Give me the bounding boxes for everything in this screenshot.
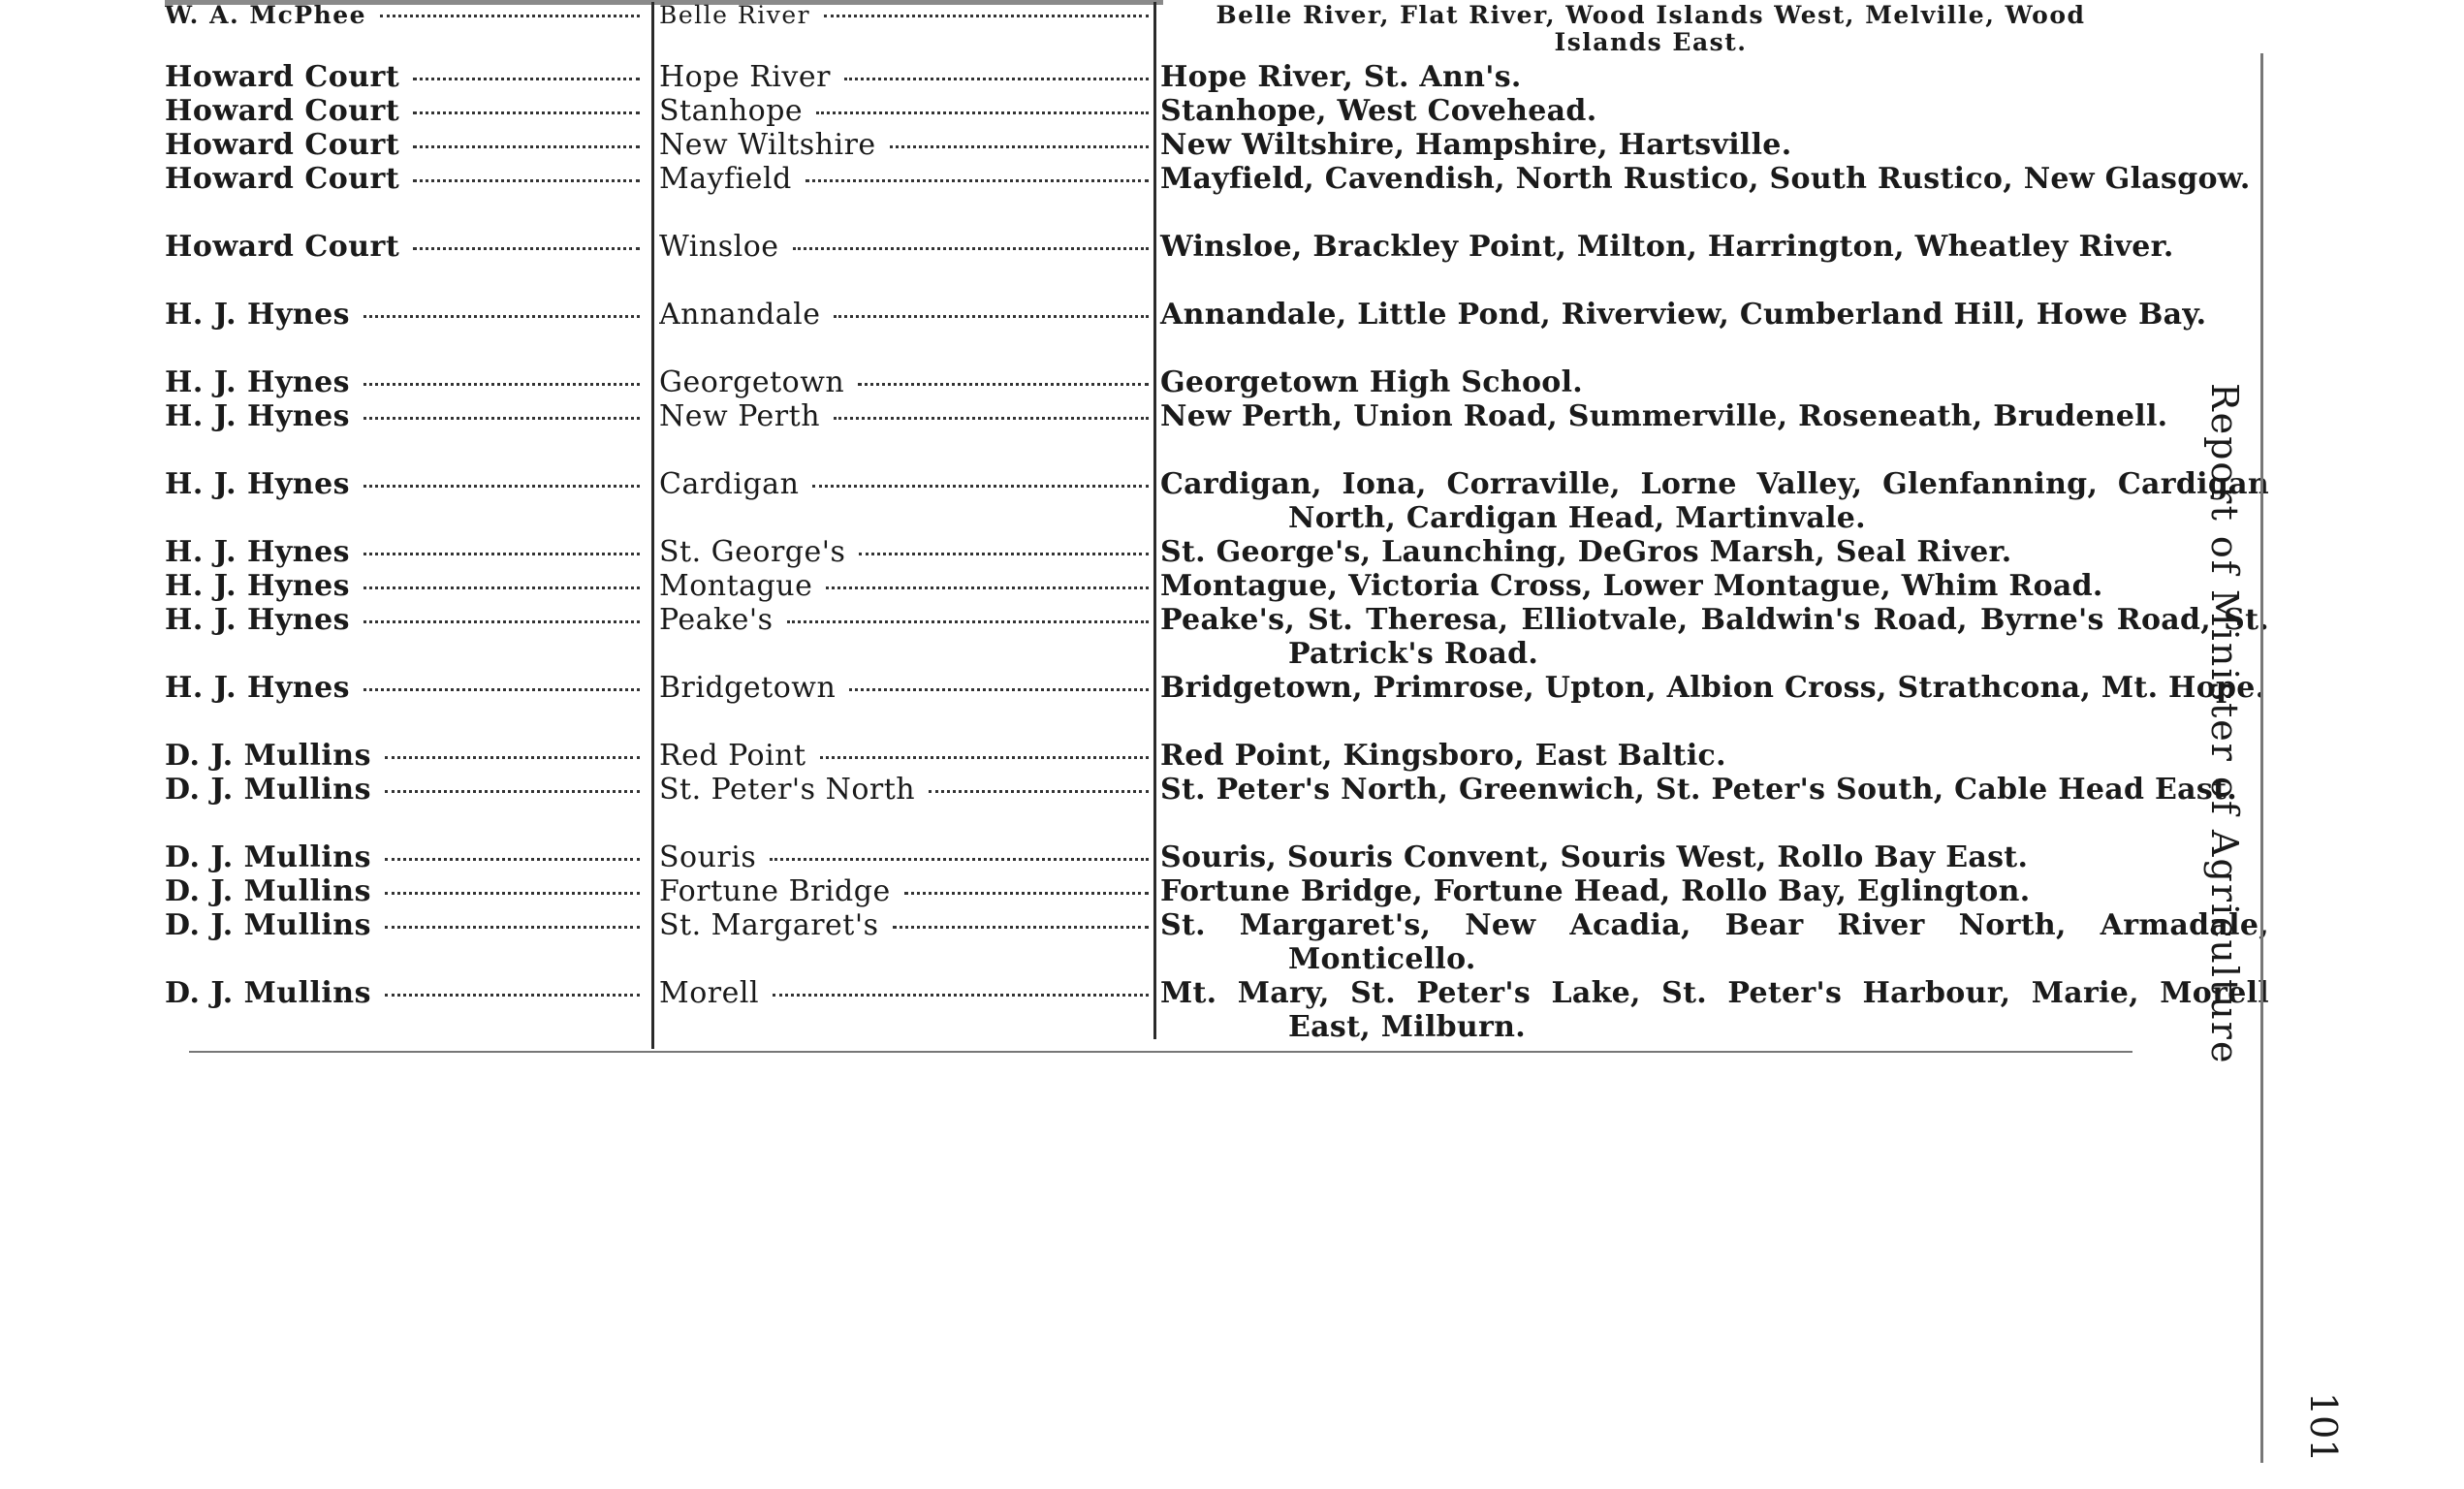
school-cell (659, 840, 1149, 874)
schools-list: Fortune Bridge, Fortune Head, Rollo Bay, Eglington. (1160, 874, 2031, 908)
inspector-name: D. J. Mullins (165, 976, 371, 1010)
dot-leader (834, 315, 1149, 318)
inspector-cell (165, 298, 640, 332)
schools-list: Georgetown High School. (1160, 365, 1584, 399)
school-name: Georgetown (659, 365, 845, 399)
dot-leader (413, 78, 640, 80)
inspector-name: H. J. Hynes (165, 467, 351, 501)
inspector-cell (165, 603, 640, 637)
margin-rule (2260, 53, 2263, 1463)
inspector-name: Howard Court (165, 128, 400, 162)
dot-leader (385, 994, 640, 997)
school-name: Stanhope (659, 94, 804, 128)
school-cell (659, 976, 1149, 1010)
inspector-cell (165, 467, 640, 501)
inspector-cell (165, 2, 640, 29)
dot-leader (858, 383, 1149, 386)
inspector-name: H. J. Hynes (165, 671, 351, 705)
dot-leader (363, 417, 640, 420)
inspector-name: Howard Court (165, 230, 400, 264)
school-cell (659, 365, 1149, 399)
schools-list: Mayfield, Cavendish, North Rustico, South Rustico, New Glasgow. (1160, 162, 2251, 196)
schools-list: Belle River, Flat River, Wood Islands West, Melville, Wood Islands East. (1216, 1, 2086, 56)
dot-leader (834, 417, 1149, 420)
school-cell (659, 603, 1149, 637)
school-name: Bridgetown (659, 671, 837, 705)
schools-list: Mt. Mary, St. Peter's Lake, St. Peter's Harbour, Marie, Morell East, Milburn. (1160, 976, 2269, 1044)
inspector-cell (165, 365, 640, 399)
dot-leader (363, 620, 640, 623)
dot-leader (890, 145, 1149, 148)
schools-list: St. Margaret's, New Acadia, Bear River North, Armadale, Monticello. (1160, 908, 2269, 976)
school-cell (659, 298, 1149, 332)
dot-leader (363, 315, 640, 318)
school-cell (659, 60, 1149, 94)
page-number: 101 (2302, 1392, 2345, 1463)
inspector-cell (165, 535, 640, 569)
inspector-name: H. J. Hynes (165, 535, 351, 569)
school-name: Cardigan (659, 467, 800, 501)
schools-list: Montague, Victoria Cross, Lower Montague, Whim Road. (1160, 569, 2103, 603)
schools-list: Annandale, Little Pond, Riverview, Cumberland Hill, Howe Bay. (1160, 298, 2207, 332)
inspector-cell (165, 773, 640, 807)
inspector-cell (165, 230, 640, 264)
school-cell (659, 467, 1149, 501)
dot-leader (806, 179, 1149, 182)
table-bottom-rule (189, 1051, 2132, 1053)
schools-list: Stanhope, West Covehead. (1160, 94, 1597, 128)
school-name: New Wiltshire (659, 128, 876, 162)
school-cell (659, 128, 1149, 162)
school-name: Winsloe (659, 230, 779, 264)
schools-list: Red Point, Kingsboro, East Baltic. (1160, 739, 1726, 773)
dot-leader (385, 926, 640, 929)
dot-leader (859, 553, 1149, 555)
schools-list: Peake's, St. Theresa, Elliotvale, Baldwin's Road, Byrne's Road, St. Patrick's Road. (1160, 603, 2269, 671)
school-cell (659, 94, 1149, 128)
school-name: St. Peter's North (659, 773, 916, 807)
dot-leader (363, 485, 640, 488)
dot-leader (793, 247, 1149, 250)
school-cell (659, 569, 1149, 603)
school-name: New Perth (659, 399, 821, 433)
school-name: Fortune Bridge (659, 874, 891, 908)
schools-list: Hope River, St. Ann's. (1160, 60, 1522, 94)
inspector-cell (165, 908, 640, 942)
inspector-cell (165, 874, 640, 908)
dot-leader (812, 485, 1149, 488)
school-name: Souris (659, 840, 757, 874)
dot-leader (820, 756, 1149, 759)
school-cell (659, 535, 1149, 569)
school-cell (659, 2, 1149, 29)
school-cell (659, 162, 1149, 196)
dot-leader (904, 892, 1149, 895)
dot-leader (849, 688, 1149, 691)
schools-list: New Perth, Union Road, Summerville, Roseneath, Brudenell. (1160, 399, 2168, 433)
dot-leader (413, 111, 640, 114)
dot-leader (816, 111, 1149, 114)
school-name: Annandale (659, 298, 821, 332)
school-cell (659, 908, 1149, 942)
dot-leader (363, 553, 640, 555)
school-name: Peake's (659, 603, 774, 637)
dot-leader (385, 858, 640, 861)
inspector-cell (165, 671, 640, 705)
inspector-name: Howard Court (165, 94, 400, 128)
school-cell (659, 773, 1149, 807)
schools-list: Souris, Souris Convent, Souris West, Rollo Bay East. (1160, 840, 2029, 874)
inspector-cell (165, 162, 640, 196)
inspector-name: D. J. Mullins (165, 739, 371, 773)
dot-leader (929, 790, 1149, 793)
column-divider (1153, 2, 1156, 1039)
dot-leader (787, 620, 1149, 623)
dot-leader (363, 383, 640, 386)
inspector-cell (165, 976, 640, 1010)
school-name: St. Margaret's (659, 908, 879, 942)
school-name: St. George's (659, 535, 846, 569)
dot-leader (413, 145, 640, 148)
school-cell (659, 874, 1149, 908)
school-name: Mayfield (659, 162, 792, 196)
inspector-name: H. J. Hynes (165, 365, 351, 399)
inspector-cell (165, 128, 640, 162)
inspector-cell (165, 399, 640, 433)
column-divider (651, 2, 654, 1049)
school-cell (659, 230, 1149, 264)
school-name: Morell (659, 976, 760, 1010)
inspector-name: H. J. Hynes (165, 298, 351, 332)
inspector-cell (165, 94, 640, 128)
schools-list: New Wiltshire, Hampshire, Hartsville. (1160, 128, 1792, 162)
school-cell (659, 399, 1149, 433)
school-name: Red Point (659, 739, 806, 773)
inspector-name: Howard Court (165, 162, 400, 196)
inspector-name: H. J. Hynes (165, 399, 351, 433)
dot-leader (385, 756, 640, 759)
dot-leader (770, 858, 1149, 861)
inspector-cell (165, 739, 640, 773)
schools-list: St. George's, Launching, DeGros Marsh, Seal River. (1160, 535, 2012, 569)
dot-leader (773, 994, 1149, 997)
dot-leader (413, 179, 640, 182)
school-name: Belle River (659, 2, 811, 29)
dot-leader (413, 247, 640, 250)
dot-leader (893, 926, 1149, 929)
inspector-name: D. J. Mullins (165, 908, 371, 942)
dot-leader (385, 790, 640, 793)
dot-leader (363, 688, 640, 691)
schools-list: Cardigan, Iona, Corraville, Lorne Valley, Glenfanning, Cardigan North, Cardigan Head, Martinvale. (1160, 467, 2269, 535)
inspector-cell (165, 840, 640, 874)
schools-list: St. Peter's North, Greenwich, St. Peter's South, Cable Head East. (1160, 773, 2237, 807)
dot-leader (380, 15, 640, 17)
inspector-cell (165, 569, 640, 603)
dot-leader (826, 586, 1149, 589)
inspector-name: H. J. Hynes (165, 569, 351, 603)
school-name: Hope River (659, 60, 831, 94)
running-title: Report of Minister of Agriculture (2203, 383, 2246, 1065)
school-name: Montague (659, 569, 813, 603)
inspector-name: H. J. Hynes (165, 603, 351, 637)
inspector-cell (165, 60, 640, 94)
dot-leader (385, 892, 640, 895)
school-cell (659, 671, 1149, 705)
schools-list: Bridgetown, Primrose, Upton, Albion Cross, Strathcona, Mt. Hope. (1160, 671, 2266, 705)
dot-leader (824, 15, 1149, 17)
inspector-name: W. A. McPhee (165, 2, 367, 29)
dot-leader (844, 78, 1149, 80)
dot-leader (363, 586, 640, 589)
schools-list: Winsloe, Brackley Point, Milton, Harrington, Wheatley River. (1160, 230, 2174, 264)
inspector-name: D. J. Mullins (165, 773, 371, 807)
inspector-name: Howard Court (165, 60, 400, 94)
inspector-name: D. J. Mullins (165, 840, 371, 874)
inspector-name: D. J. Mullins (165, 874, 371, 908)
school-cell (659, 739, 1149, 773)
